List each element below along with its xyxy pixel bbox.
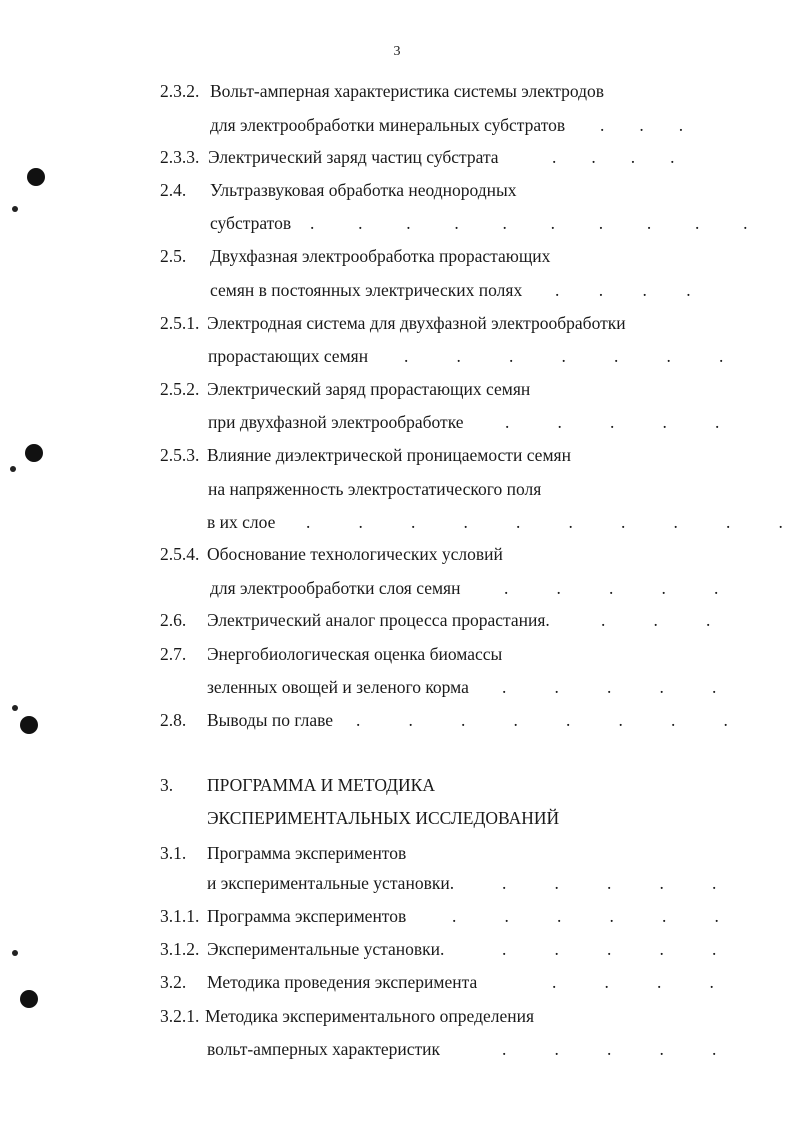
toc-entry-title: Электрический заряд прорастающих семян	[207, 379, 531, 399]
toc-entry-title: Вольт-амперная характеристика системы электродов	[210, 81, 605, 101]
punch-hole	[27, 168, 45, 186]
leader-dots: . . . . .	[502, 939, 717, 959]
toc-entry-number: 2.5.3.	[160, 445, 200, 465]
toc-entry-number: 3.	[160, 775, 174, 795]
toc-entry-title: Экспериментальные установки.	[207, 939, 445, 959]
leader-dots: . . . . .	[502, 873, 717, 893]
leader-dots: . . . .	[555, 280, 691, 300]
toc-entry-title: Программа экспериментов	[207, 906, 407, 926]
scan-speck	[12, 950, 18, 956]
toc-entry-title: ЭКСПЕРИМЕНТАЛЬНЫХ ИССЛЕДОВАНИЙ	[207, 808, 560, 828]
leader-dots: . . . . . . . .	[356, 710, 728, 730]
toc-entry-title: субстратов	[210, 213, 292, 233]
leader-dots: . . . . .	[505, 412, 720, 432]
toc-entry-number: 2.3.2.	[160, 81, 200, 101]
leader-dots: . . . .	[552, 972, 714, 992]
toc-entry-number: 3.2.1.	[160, 1006, 200, 1026]
toc-entry-title: для электрообработки слоя семян	[210, 578, 461, 598]
toc-entry-title: Обоснование технологических условий	[207, 544, 503, 564]
toc-entry-number: 2.5.2.	[160, 379, 200, 399]
toc-entry-number: 2.3.3.	[160, 147, 200, 167]
leader-dots: . . . . . . .	[404, 346, 724, 366]
toc-entry-title: ПРОГРАММА И МЕТОДИКА	[207, 775, 435, 795]
toc-entry-number: 2.8.	[160, 710, 187, 730]
leader-dots: . . .	[600, 115, 684, 135]
toc-entry-title: и экспериментальные установки.	[207, 873, 455, 893]
scan-speck	[12, 705, 18, 711]
toc-entry-number: 2.4.	[160, 180, 187, 200]
punch-hole	[20, 990, 38, 1008]
toc-entry-number: 2.7.	[160, 644, 187, 664]
toc-entry-title: Электрический аналог процесса прорастания.	[207, 610, 550, 630]
page-number: 3	[393, 44, 401, 59]
toc-entry-title: Методика проведения эксперимента	[207, 972, 478, 992]
toc-entry-number: 3.1.1.	[160, 906, 200, 926]
leader-dots: . . . . . . . . . .	[310, 213, 748, 233]
toc-entry-title: Влияние диэлектрической проницаемости семян	[207, 445, 571, 465]
toc-entry-number: 3.1.2.	[160, 939, 200, 959]
toc-entry-number: 2.5.4.	[160, 544, 200, 564]
toc-entry-title: Методика экспериментального определения	[205, 1006, 535, 1026]
toc-entry-title: Программа экспериментов	[207, 843, 407, 863]
leader-dots: . . . . .	[502, 1039, 717, 1059]
leader-dots: . . . .	[552, 147, 675, 167]
toc-entry-title: в их слое	[207, 512, 276, 532]
toc-entry-title: на напряженность электростатического поля	[208, 479, 542, 499]
toc-entry-title: зеленных овощей и зеленого корма	[207, 677, 469, 697]
punch-hole	[25, 444, 43, 462]
toc-entry-number: 2.5.1.	[160, 313, 200, 333]
toc-entry-title: при двухфазной электрообработке	[208, 412, 464, 432]
toc-entry-title: Электрический заряд частиц субстрата	[208, 147, 499, 167]
scan-speck	[12, 206, 18, 212]
toc-entry-title: семян в постоянных электрических полях	[210, 280, 523, 300]
leader-dots: . . . . .	[504, 578, 719, 598]
toc-entry-title: Выводы по главе	[207, 710, 334, 730]
toc-entry-title: Двухфазная электрообработка прорастающих	[210, 246, 551, 266]
toc-entry-number: 2.5.	[160, 246, 187, 266]
toc-entry-title: Ультразвуковая обработка неоднородных	[210, 180, 517, 200]
toc-entry-number: 3.1.	[160, 843, 187, 863]
toc-entry-title: вольт-амперных характеристик	[207, 1039, 441, 1059]
toc-entry-title: для электрообработки минеральных субстратов	[210, 115, 566, 135]
leader-dots: . . .	[601, 610, 711, 630]
toc-entry-title: прорастающих семян	[208, 346, 369, 366]
leader-dots: . . . . . .	[452, 906, 719, 926]
toc-entry-title: Энергобиологическая оценка биомассы	[207, 644, 503, 664]
toc-entry-number: 3.2.	[160, 972, 187, 992]
punch-hole	[20, 716, 38, 734]
toc-entry-title: Электродная система для двухфазной электрообработки	[207, 313, 626, 333]
leader-dots: . . . . .	[502, 677, 717, 697]
leader-dots: . . . . . . . . . .	[306, 512, 783, 532]
toc-entry-number: 2.6.	[160, 610, 187, 630]
scan-speck	[10, 466, 16, 472]
